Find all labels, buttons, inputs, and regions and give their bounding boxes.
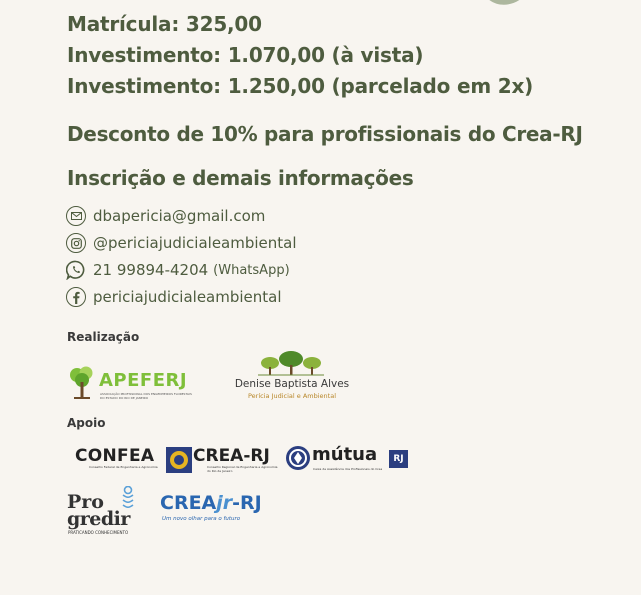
leaf-decoration-icon — [470, 0, 550, 14]
contact-whatsapp[interactable] — [66, 259, 290, 281]
contact-facebook-text: periciajudicialeambiental — [93, 288, 282, 306]
tree-icon — [68, 366, 96, 400]
denise-tagline: Perícia Judicial e Ambiental — [247, 392, 337, 400]
contact-instagram[interactable] — [66, 232, 297, 254]
progredir-logo — [67, 486, 147, 538]
denise-name: Denise Baptista Alves — [234, 378, 350, 390]
crea-jr-jr: jr — [216, 492, 233, 514]
denise-logo — [234, 350, 350, 402]
crea-jr-wordmark — [160, 492, 262, 514]
crea-rj-tagline: Conselho Regional de Engenharia e Agronomia do Rio de Janeiro — [207, 465, 278, 473]
confea-tagline: Conselho Federal de Engenharia e Agronomia — [89, 465, 158, 469]
progredir-line2: gredir — [67, 508, 130, 530]
crea-jr-logo — [160, 492, 290, 528]
contact-facebook[interactable] — [66, 286, 282, 308]
mutua-badge: RJ — [389, 450, 408, 468]
confea-seal-icon — [166, 447, 192, 473]
apeferj-logo — [68, 366, 194, 402]
contact-heading: Inscrição e demais informações — [67, 166, 414, 190]
crea-rj-name: CREA-RJ — [193, 446, 270, 466]
facebook-icon — [66, 287, 86, 307]
mutua-logo — [285, 444, 411, 474]
mutua-name: mútua — [312, 444, 378, 465]
investimento-vista-price: Investimento: 1.070,00 (à vista) — [67, 43, 424, 67]
email-icon — [66, 206, 86, 226]
matricula-price: Matrícula: 325,00 — [67, 12, 262, 36]
mutua-tagline: Caixa de Assistência dos Profissionais do Crea — [313, 467, 383, 471]
progredir-figure-icon — [119, 486, 137, 510]
apeferj-name: APEFERJ — [99, 370, 188, 391]
instagram-icon — [66, 233, 86, 253]
contact-email-text: dbapericia@gmail.com — [93, 207, 266, 225]
crea-jr-suffix: -RJ — [232, 492, 262, 514]
progredir-tagline: PRATICANDO CONHECIMENTO — [68, 530, 129, 535]
apeferj-tagline: ASSOCIAÇÃO PROFISSIONAL DOS ENGENHEIROS FLORESTAIS DO ESTADO DO RIO DE JANEIRO — [100, 392, 192, 400]
discount-text: Desconto de 10% para profissionais do Crea-RJ — [67, 122, 583, 146]
contact-whatsapp-sub: (WhatsApp) — [213, 262, 290, 278]
investimento-parcelado-price: Investimento: 1.250,00 (parcelado em 2x) — [67, 74, 534, 98]
confea-logo — [75, 446, 193, 474]
contact-whatsapp-text: 21 99894-4204 — [93, 261, 209, 279]
crea-jr-prefix: CREA — [160, 492, 217, 514]
contact-email[interactable] — [66, 205, 265, 227]
whatsapp-icon — [66, 260, 86, 280]
crea-jr-tagline: Um novo olhar para o futuro — [162, 516, 241, 522]
mutua-emblem-icon — [285, 445, 311, 471]
realizacao-label: Realização — [67, 330, 140, 344]
crea-rj-logo — [193, 446, 283, 474]
progredir-line1: Pro — [67, 491, 104, 513]
confea-name: CONFEA — [75, 446, 155, 466]
trees-icon — [256, 350, 326, 376]
apoio-label: Apoio — [67, 416, 106, 430]
contact-instagram-text: @periciajudicialeambiental — [93, 234, 297, 252]
